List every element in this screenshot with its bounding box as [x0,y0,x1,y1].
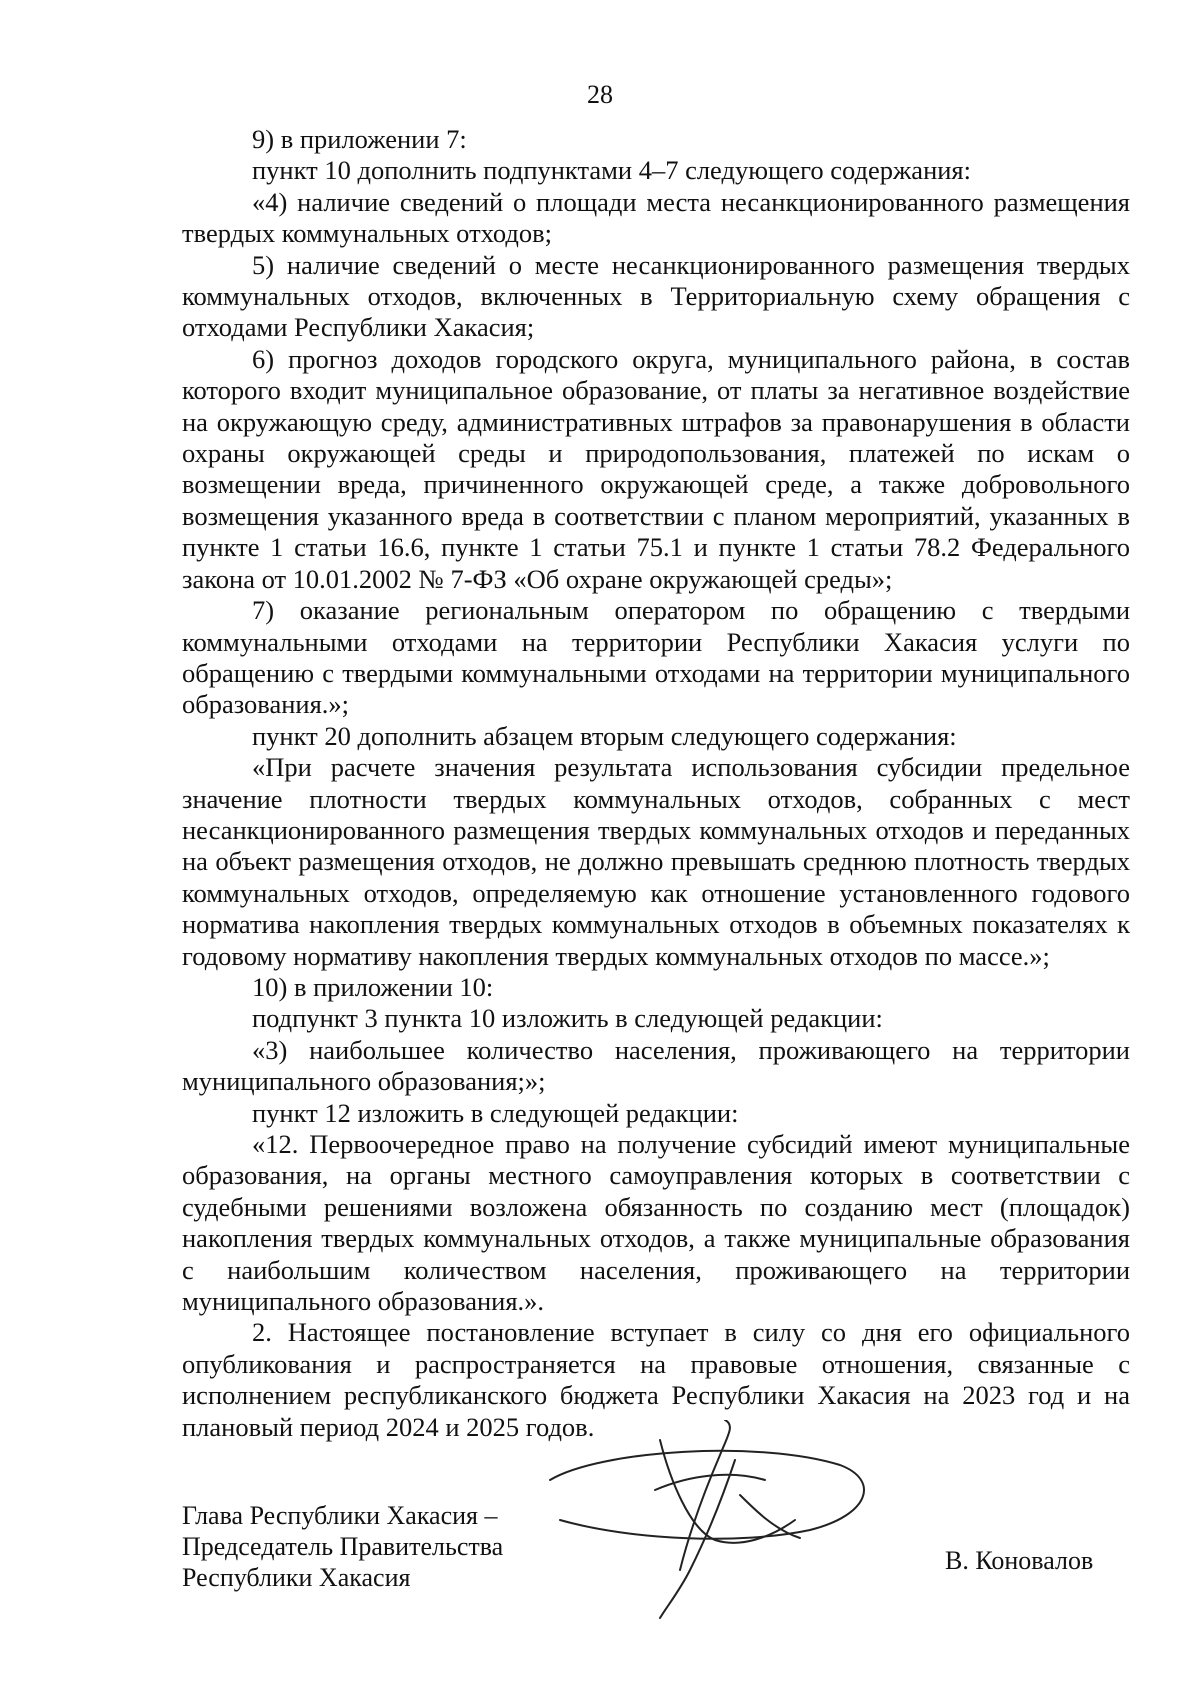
signatory-title [182,1500,503,1593]
signatory-name: В. Коновалов [945,1546,1094,1575]
paragraph: 7) оказание региональным оператором по обращению с твердыми коммунальными отходами на территории Республики Хакасия услуги по обращению с твердыми коммунальными отходами на территории муниципального образования.»; [182,595,1130,720]
document-body [182,124,1130,1443]
paragraph: подпункт 3 пункта 10 изложить в следующей редакции: [252,1003,883,1034]
paragraph: пункт 20 дополнить абзацем вторым следующего содержания: [252,720,957,751]
paragraph: пункт 10 дополнить подпунктами 4–7 следующего содержания: [252,155,971,186]
page-number: 28 [587,80,613,109]
paragraph: «12. Первоочередное право на получение субсидий имеют муниципальные образования, на органы местного самоуправления которых в соответствии с судебными решениями возложена обязанность по созданию мест (площадок) накопления твердых коммунальных отходов, а также муниципальные образования с наибольшим количеством населения, проживающего на территории муниципального образования.». [182,1129,1130,1317]
paragraph: 6) прогноз доходов городского округа, муниципального района, в состав которого входит муниципальное образование, от платы за негативное воздействие на окружающую среду, административных штрафов за правонарушения в области охраны окружающей среды и природопользования, платежей по искам о возмещении вреда, причиненного окружающей среде, а также добровольного возмещения указанного вреда в соответствии с планом мероприятий, указанных в пункте 1 статьи 16.6, пункте 1 статьи 75.1 и пункте 1 статьи 78.2 Федерального закона от 10.01.2002 № 7-ФЗ «Об охране окружающей среды»; [182,343,1130,594]
signatory-title-line: Председатель Правительства [182,1532,504,1561]
paragraph: 10) в приложении 10: [252,971,494,1002]
signatory-title-line: Глава Республики Хакасия – [182,1501,498,1530]
paragraph: пункт 12 изложить в следующей редакции: [252,1097,739,1128]
paragraph: 2. Настоящее постановление вступает в силу со дня его официального опубликования и распространяется на правовые отношения, связанные с исполнением республиканского бюджета Республики Хакасия на 2023 год и на плановый период 2024 и 2025 годов. [182,1317,1130,1442]
paragraph: «При расчете значения результата использования субсидии предельное значение плотности твердых коммунальных отходов, собранных с мест несанкционированного размещения твердых коммунальных отходов и переданных на объект размещения отходов, не должно превышать среднюю плотность твердых коммунальных отходов, определяемую как отношение установленного годового норматива накопления твердых коммунальных отходов в объемных показателях к годовому нормативу накопления твердых коммунальных отходов по массе.»; [182,752,1130,971]
paragraph: «4) наличие сведений о площади места несанкционированного размещения твердых коммунальных отходов; [182,186,1130,249]
signatory-title-line: Республики Хакасия [182,1563,411,1592]
paragraph: 5) наличие сведений о месте несанкционированного размещения твердых коммунальных отходов, включенных в Территориальную схему обращения с отходами Республики Хакасия; [182,249,1130,343]
handwritten-signature [540,1420,900,1620]
paragraph: 9) в приложении 7: [252,124,467,154]
paragraph: «3) наибольшее количество населения, проживающего на территории муниципального образования;»; [182,1034,1130,1097]
